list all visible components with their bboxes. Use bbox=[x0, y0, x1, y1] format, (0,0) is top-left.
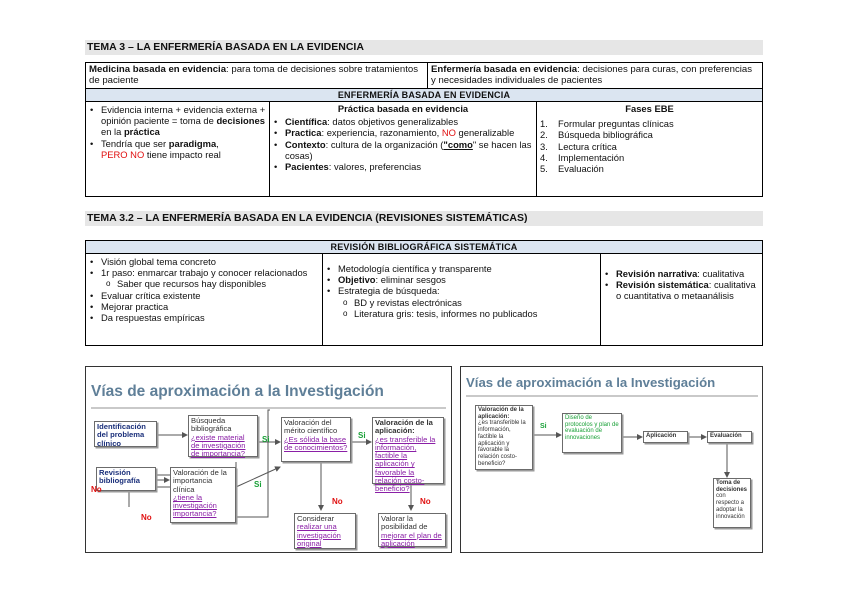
diagram1-title: Vías de aproximación a la Investigación bbox=[91, 383, 384, 400]
diagram1-box-aplicacion: Valoración de la aplicación: ¿es transferible la información, factible la aplicación y favorable la relación costo-beneficio? bbox=[372, 417, 444, 484]
diagram1-box-considerar: Considerar realizar una investigación original bbox=[294, 513, 356, 549]
fase-item: 5. Evaluación bbox=[540, 163, 604, 175]
revision-middle-item: • Estrategia de búsqueda: bbox=[323, 285, 600, 296]
ebe-left-item: • Evidencia interna + evidencia externa + opinión paciente = toma de decisiones en la práctica bbox=[86, 104, 269, 138]
mbe-definition: : para toma de decisiones sobre tratamientos de paciente bbox=[89, 64, 419, 87]
revision-left-cell bbox=[85, 253, 323, 346]
diagram1-label-no: No bbox=[91, 485, 102, 494]
revision-left-item: • Da respuestas empíricas bbox=[86, 312, 322, 323]
ebe-term: Enfermería basada en evidencia bbox=[431, 64, 578, 75]
diagram2-box-evaluacion: Evaluación bbox=[707, 431, 752, 443]
ebe-table-header: ENFERMERÍA BASADA EN EVIDENCIA bbox=[85, 88, 763, 102]
practica-title: Práctica basada en evidencia bbox=[337, 103, 469, 114]
diagram1-label-no: No bbox=[420, 497, 431, 506]
ebe-middle-cell bbox=[269, 101, 537, 197]
diagram2-label-si: Si bbox=[540, 423, 547, 430]
revision-table-header: REVISIÓN BIBLIOGRÁFICA SISTEMÁTICA bbox=[85, 240, 763, 254]
revision-left-item: • 1r paso: enmarcar trabajo y conocer relacionados bbox=[86, 267, 322, 278]
diagram2-box-aplicacion: Valoración de la aplicación: ¿es transferible la información, factible la aplicación y favorable la relación costo-beneficio? bbox=[475, 405, 533, 470]
ebe-left-cell bbox=[85, 101, 270, 197]
diagram1-label-si: Si bbox=[358, 431, 366, 440]
diagram2-title: Vías de aproximación a la Investigación bbox=[466, 375, 716, 390]
revision-middle-item: • Objetivo: eliminar sesgos bbox=[323, 274, 600, 285]
diagram1-panel bbox=[85, 366, 452, 553]
ebe-definition-cell bbox=[427, 62, 763, 89]
revision-left-item: • Evaluar crítica existente bbox=[86, 290, 322, 301]
diagram1-box-revision: Revisión bibliografía bbox=[96, 467, 156, 491]
revision-right-cell bbox=[600, 253, 763, 346]
diagram1-label-si: Si bbox=[254, 480, 262, 489]
revision-type-item: • Revisión sistemática: cualitativa o cuantitativa o metaanálisis bbox=[601, 279, 758, 301]
tema3-title: TEMA 3 – LA ENFERMERÍA BASADA EN LA EVIDENCIA bbox=[85, 40, 763, 55]
diagram1-box-valorar: Valorar la posibilidad de mejorar el plan de aplicación bbox=[378, 513, 446, 547]
diagram1-label-no: No bbox=[332, 497, 343, 506]
revision-middle-cell bbox=[322, 253, 601, 346]
practica-item: • Científica: datos objetivos generalizables bbox=[270, 116, 536, 127]
practica-item: • Contexto: cultura de la organización ("como" se hacen las cosas) bbox=[270, 139, 536, 161]
fase-item: 3. Lectura crítica bbox=[540, 140, 617, 152]
diagram2-panel bbox=[460, 366, 763, 553]
diagram2-box-toma-decisiones: Toma de decisiones con respecto a adoptar la innovación bbox=[713, 478, 751, 528]
revision-sub-item: o Saber que recursos hay disponibles bbox=[86, 278, 322, 289]
revision-sub-item: o Literatura gris: tesis, informes no publicados bbox=[323, 308, 600, 319]
diagram1-box-merito: Valoración del mérito científico ¿Es sólida la base de conocimientos? bbox=[281, 417, 351, 462]
diagram1-box-identificacion: Identificación del problema clínico bbox=[94, 421, 157, 447]
ebe-left-item: • Tendría que ser paradigma, PERO NO tiene impacto real bbox=[86, 138, 269, 160]
mbe-definition-cell bbox=[85, 62, 428, 89]
revision-left-item: • Visión global tema concreto bbox=[86, 256, 322, 267]
diagram2-box-aplicacion-step: Aplicación bbox=[643, 431, 688, 443]
diagram2-box-diseno: Diseño de protocolos y plan de evaluación de innovaciones bbox=[562, 413, 622, 453]
tema32-title: TEMA 3.2 – LA ENFERMERÍA BASADA EN LA EVIDENCIA (REVISIONES SISTEMÁTICAS) bbox=[85, 211, 763, 226]
fases-title: Fases EBE bbox=[625, 103, 674, 114]
fase-item: 2. Búsqueda bibliográfica bbox=[540, 129, 653, 141]
revision-type-item: • Revisión narrativa: cualitativa bbox=[601, 268, 758, 279]
practica-item: • Pacientes: valores, preferencias bbox=[270, 161, 536, 172]
revision-sub-item: o BD y revistas electrónicas bbox=[323, 297, 600, 308]
revision-middle-item: • Metodología científica y transparente bbox=[323, 263, 600, 274]
fase-item: 1. Formular preguntas clínicas bbox=[540, 118, 674, 130]
diagram1-box-busqueda: Búsqueda bibliográfica ¿existe material de investigación de importancia? bbox=[188, 415, 258, 457]
fase-item: 4. Implementación bbox=[540, 151, 625, 163]
revision-left-item: • Mejorar practica bbox=[86, 301, 322, 312]
diagram1-box-importancia: Valoración de la importancia clínica ¿tiene la investigación importancia? bbox=[170, 467, 236, 523]
ebe-right-cell bbox=[536, 101, 763, 197]
mbe-term: Medicina basada en evidencia bbox=[89, 64, 227, 75]
ebe-definition: : decisiones para curas, con preferencias y necesidades individuales de pacientes bbox=[431, 64, 753, 87]
diagram1-label-no: No bbox=[141, 513, 152, 522]
diagram1-label-si: Si bbox=[262, 435, 270, 444]
practica-item: • Practica: experiencia, razonamiento, NO generalizable bbox=[270, 127, 536, 138]
